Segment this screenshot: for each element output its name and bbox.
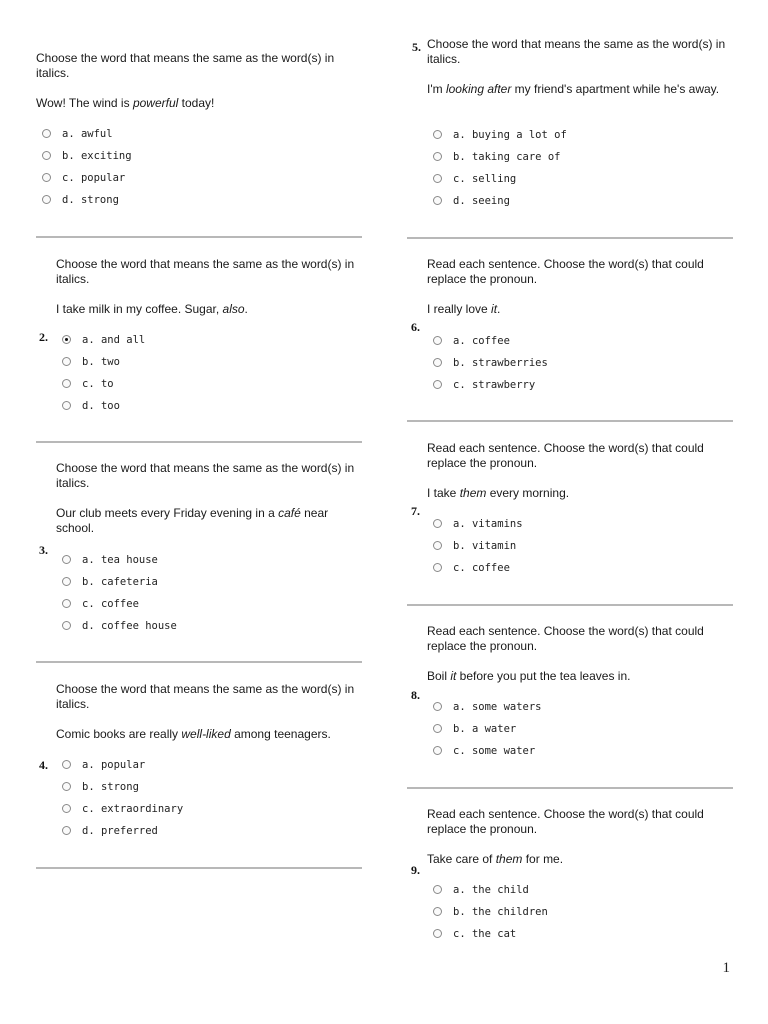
option-c[interactable]: c. to — [62, 377, 114, 391]
question-5 — [427, 37, 732, 97]
radio-icon[interactable] — [62, 826, 71, 835]
radio-icon[interactable] — [42, 151, 51, 160]
option-c[interactable]: c. popular — [42, 171, 125, 185]
question-sentence: I take them every morning. — [427, 486, 570, 500]
question-stem: Choose the word that means the same as the word(s) in italics. — [56, 682, 355, 711]
option-a[interactable]: a. vitamins — [433, 517, 523, 531]
question-8 — [427, 624, 727, 684]
option-c[interactable]: c. coffee — [433, 561, 510, 575]
radio-icon[interactable] — [42, 173, 51, 182]
question-sentence: I'm looking after my friend's apartment while he's away. — [427, 82, 720, 96]
question-number: 9. — [411, 863, 420, 877]
question-number: 4. — [39, 758, 48, 772]
radio-icon[interactable] — [433, 130, 442, 139]
question-stem: Choose the word that means the same as the word(s) in italics. — [36, 51, 335, 80]
radio-icon[interactable] — [433, 174, 442, 183]
question-number: 2. — [39, 330, 48, 344]
option-d[interactable]: d. strong — [42, 193, 119, 207]
radio-icon[interactable] — [433, 152, 442, 161]
question-stem: Read each sentence. Choose the word(s) that could replace the pronoun. — [427, 441, 704, 470]
option-b[interactable]: b. cafeteria — [62, 575, 158, 589]
radio-icon[interactable] — [433, 885, 442, 894]
divider — [407, 237, 733, 239]
radio-icon[interactable] — [62, 621, 71, 630]
radio-icon[interactable] — [433, 929, 442, 938]
radio-icon[interactable] — [62, 357, 71, 366]
option-c[interactable]: c. extraordinary — [62, 802, 183, 816]
question-number: 3. — [39, 543, 48, 557]
option-a[interactable]: a. awful — [42, 127, 113, 141]
option-c[interactable]: c. the cat — [433, 927, 516, 941]
question-stem: Choose the word that means the same as the word(s) in italics. — [427, 37, 726, 66]
option-a[interactable]: a. popular — [62, 758, 145, 772]
option-b[interactable]: b. taking care of — [433, 150, 560, 164]
radio-icon[interactable] — [62, 401, 71, 410]
option-c[interactable]: c. selling — [433, 172, 516, 186]
question-stem: Choose the word that means the same as the word(s) in italics. — [56, 461, 355, 490]
option-c[interactable]: c. some water — [433, 744, 535, 758]
question-stem: Read each sentence. Choose the word(s) that could replace the pronoun. — [427, 624, 704, 653]
radio-icon[interactable] — [433, 702, 442, 711]
question-sentence: I take milk in my coffee. Sugar, also. — [56, 302, 248, 316]
radio-icon[interactable] — [62, 379, 71, 388]
radio-icon[interactable] — [42, 195, 51, 204]
question-sentence: Boil it before you put the tea leaves in. — [427, 669, 631, 683]
question-sentence: Take care of them for me. — [427, 852, 564, 866]
radio-icon[interactable] — [433, 541, 442, 550]
question-number: 7. — [411, 504, 420, 518]
question-stem: Choose the word that means the same as the word(s) in italics. — [56, 257, 355, 286]
divider — [36, 661, 362, 663]
radio-icon[interactable] — [62, 577, 71, 586]
question-sentence: Our club meets every Friday evening in a café near school. — [56, 506, 329, 535]
question-sentence: Comic books are really well-liked among teenagers. — [56, 727, 331, 741]
divider — [407, 420, 733, 422]
option-d[interactable]: d. preferred — [62, 824, 158, 838]
option-d[interactable]: d. seeing — [433, 194, 510, 208]
question-4 — [56, 682, 366, 742]
radio-icon[interactable] — [433, 746, 442, 755]
option-b[interactable]: b. the children — [433, 905, 548, 919]
question-number: 8. — [411, 688, 420, 702]
option-b[interactable]: b. exciting — [42, 149, 132, 163]
radio-icon[interactable] — [433, 563, 442, 572]
option-a[interactable]: a. some waters — [433, 700, 542, 714]
option-a[interactable]: a. the child — [433, 883, 529, 897]
radio-icon[interactable] — [433, 519, 442, 528]
radio-icon[interactable] — [42, 129, 51, 138]
radio-icon[interactable] — [62, 555, 71, 564]
option-b[interactable]: b. strong — [62, 780, 139, 794]
option-b[interactable]: b. vitamin — [433, 539, 516, 553]
question-sentence: I really love it. — [427, 302, 501, 316]
question-stem: Read each sentence. Choose the word(s) that could replace the pronoun. — [427, 807, 704, 836]
radio-selected-icon[interactable] — [62, 335, 71, 344]
radio-icon[interactable] — [433, 336, 442, 345]
divider — [36, 441, 362, 443]
divider — [36, 236, 362, 238]
radio-icon[interactable] — [433, 358, 442, 367]
divider — [407, 787, 733, 789]
divider — [36, 867, 362, 869]
radio-icon[interactable] — [62, 782, 71, 791]
question-number: 5. — [412, 40, 421, 54]
question-stem: Read each sentence. Choose the word(s) that could replace the pronoun. — [427, 257, 704, 286]
radio-icon[interactable] — [433, 907, 442, 916]
option-c[interactable]: c. coffee — [62, 597, 139, 611]
page-number: 1 — [722, 960, 730, 976]
option-a[interactable]: a. and all — [62, 333, 145, 347]
radio-icon[interactable] — [62, 599, 71, 608]
radio-icon[interactable] — [62, 804, 71, 813]
radio-icon[interactable] — [62, 760, 71, 769]
radio-icon[interactable] — [433, 724, 442, 733]
option-a[interactable]: a. tea house — [62, 553, 158, 567]
question-9 — [427, 807, 727, 867]
question-3 — [56, 461, 356, 536]
question-number: 6. — [411, 320, 420, 334]
question-1 — [36, 51, 366, 111]
option-c[interactable]: c. strawberry — [433, 378, 535, 392]
option-d[interactable]: d. too — [62, 399, 120, 413]
question-sentence: Wow! The wind is powerful today! — [36, 96, 215, 110]
option-b[interactable]: b. strawberries — [433, 356, 548, 370]
option-a[interactable]: a. coffee — [433, 334, 510, 348]
radio-icon[interactable] — [433, 380, 442, 389]
question-6 — [427, 257, 727, 317]
option-b[interactable]: b. two — [62, 355, 120, 369]
option-b[interactable]: b. a water — [433, 722, 516, 736]
option-d[interactable]: d. coffee house — [62, 619, 177, 633]
question-2 — [56, 257, 366, 317]
radio-icon[interactable] — [433, 196, 442, 205]
question-7 — [427, 441, 727, 501]
divider — [407, 604, 733, 606]
option-a[interactable]: a. buying a lot of — [433, 128, 567, 142]
